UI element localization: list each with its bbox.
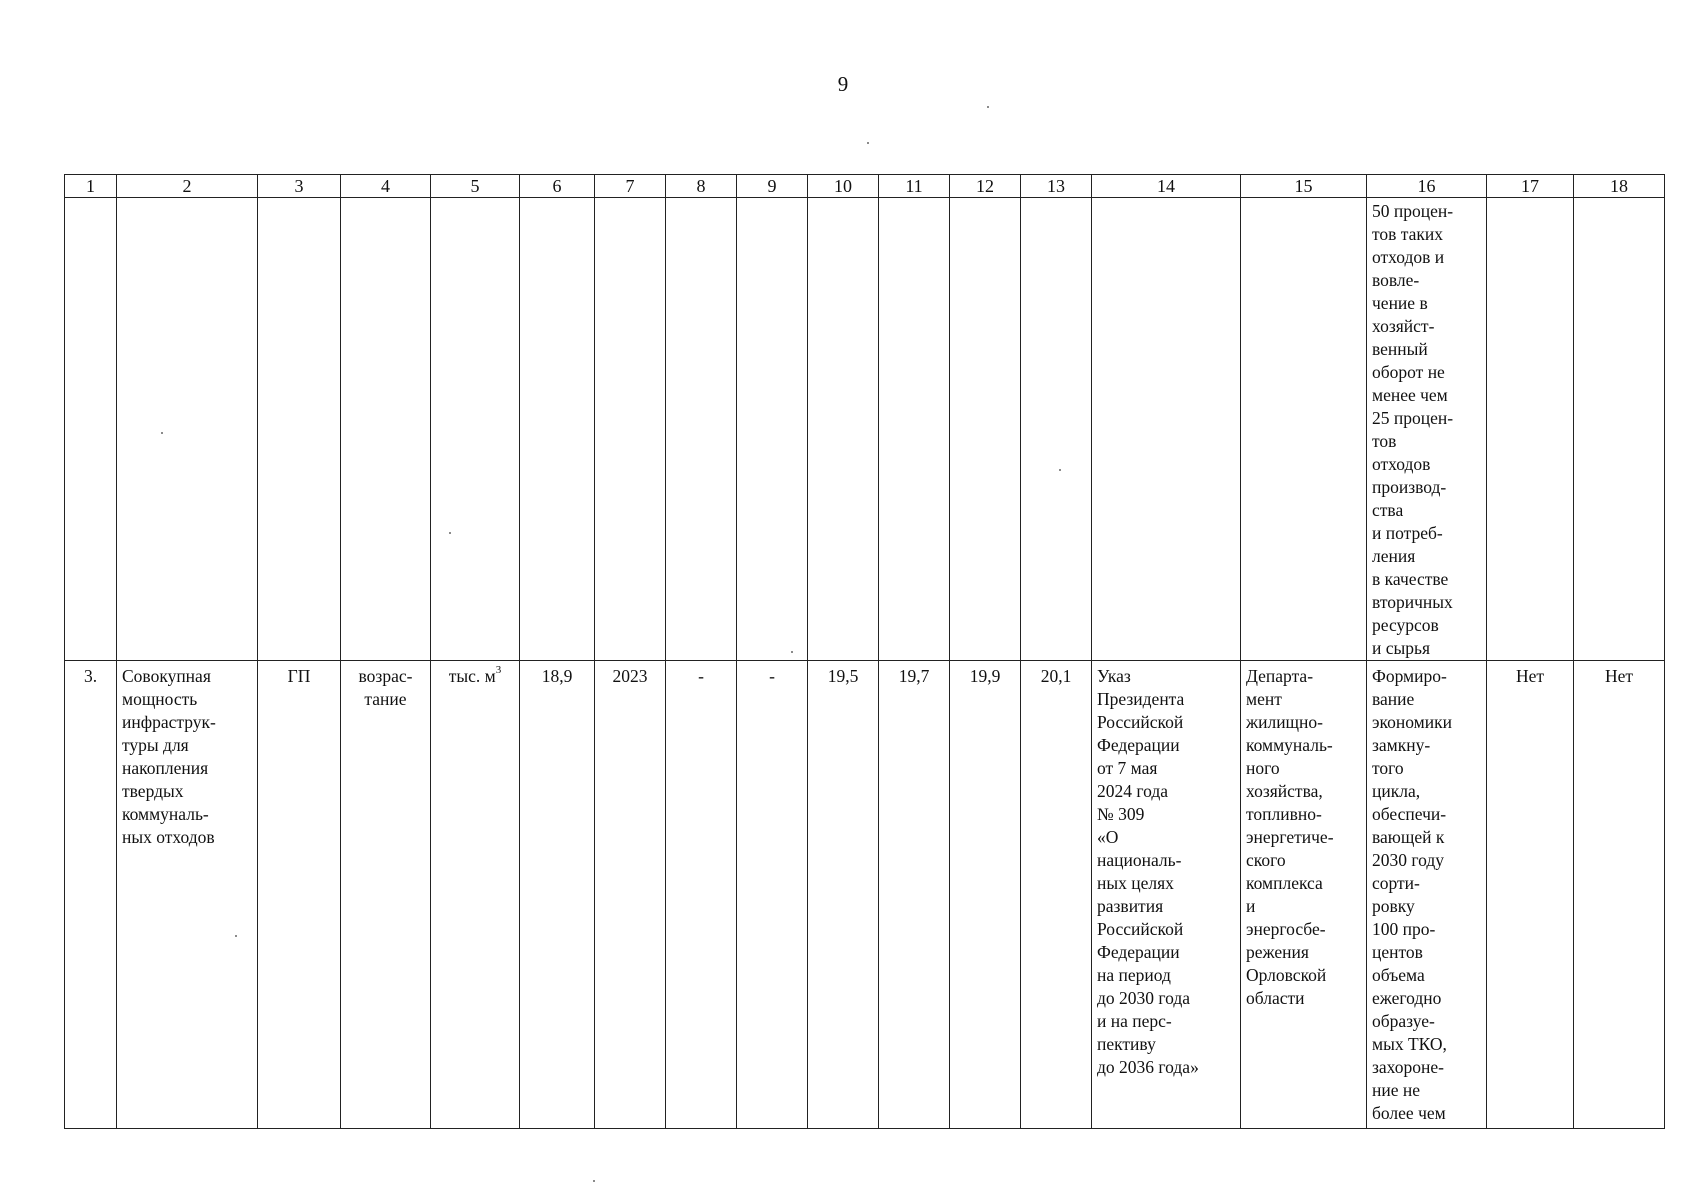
value-cell: 19,9 [950,661,1021,1129]
flag-cell: Нет [1574,661,1665,1129]
row-number: 3. [65,661,117,1129]
empty-cell [1021,198,1092,661]
unit-cell [431,661,520,1129]
column-number: 9 [737,175,808,198]
empty-cell [1574,198,1665,661]
base-value: 18,9 [520,661,595,1129]
document-reference: Указ Президента Российской Федерации от 7 мая 2024 года № 309 «О националь- ных целях развития Российской Федерации на период до 2030 года и на перс- пективу до 2036 года» [1092,661,1241,1129]
empty-cell [117,198,258,661]
value-cell: - [666,661,737,1129]
trend-direction: возрас- тание [341,661,431,1129]
base-year: 2023 [595,661,666,1129]
column-number: 8 [666,175,737,198]
scan-speck [791,651,793,653]
scan-speck [449,532,451,534]
empty-cell [520,198,595,661]
indicator-level: ГП [258,661,341,1129]
unit-text: тыс. м [448,666,496,686]
empty-cell [431,198,520,661]
empty-cell [950,198,1021,661]
column-number: 1 [65,175,117,198]
scan-speck [161,432,163,434]
column-number: 15 [1241,175,1367,198]
scan-speck [1059,469,1061,471]
column-number: 7 [595,175,666,198]
empty-cell [1092,198,1241,661]
column-number: 2 [117,175,258,198]
indicators-table [64,174,1665,1129]
scan-speck [987,106,989,108]
page-number: 9 [837,72,849,96]
column-number: 16 [1367,175,1487,198]
scan-speck [593,1180,595,1182]
column-number: 13 [1021,175,1092,198]
continuation-row [65,198,1665,661]
unit-superscript: 3 [495,664,502,676]
empty-cell [666,198,737,661]
column-number: 5 [431,175,520,198]
value-cell: 19,7 [879,661,950,1129]
column-number: 17 [1487,175,1574,198]
column-number: 18 [1574,175,1665,198]
result-text-continued: 50 процен- тов таких отходов и вовле- чение в хозяйст- венный оборот не менее чем 25 процен- тов отходов производ- ства и потреб- ления в качестве вторичных ресурсов и сырья [1367,198,1487,661]
empty-cell [879,198,950,661]
responsible-body: Департа- мент жилищно- коммуналь- ного хозяйства, топливно- энергетиче- ского комплекса и энергосбе- режения Орловской области [1241,661,1367,1129]
value-cell: 19,5 [808,661,879,1129]
empty-cell [65,198,117,661]
empty-cell [1487,198,1574,661]
value-cell: 20,1 [1021,661,1092,1129]
empty-cell [595,198,666,661]
column-number: 14 [1092,175,1241,198]
value-cell: - [737,661,808,1129]
column-number: 10 [808,175,879,198]
column-number: 12 [950,175,1021,198]
result-text: Формиро- вание экономики замкну- того цикла, обеспечи- вающей к 2030 году сорти- ровку 100 про- центов объема ежегодно образуе- мых ТКО, захороне- ние не более чем [1367,661,1487,1129]
scan-speck [235,935,237,937]
column-number: 3 [258,175,341,198]
scan-speck [867,142,869,144]
empty-cell [258,198,341,661]
empty-cell [808,198,879,661]
empty-cell [341,198,431,661]
table-row [65,661,1665,1129]
flag-cell: Нет [1487,661,1574,1129]
column-number: 11 [879,175,950,198]
indicator-name: Совокупная мощность инфраструк- туры для накопления твердых коммуналь- ных отходов [117,661,258,1129]
column-number: 4 [341,175,431,198]
column-number-row [65,175,1665,198]
empty-cell [737,198,808,661]
empty-cell [1241,198,1367,661]
column-number: 6 [520,175,595,198]
